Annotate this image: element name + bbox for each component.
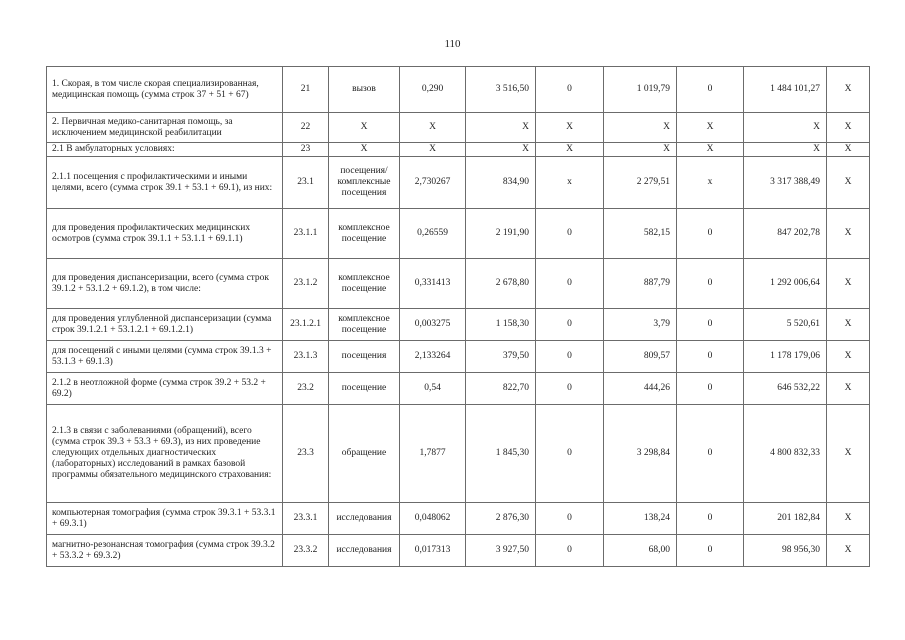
table-row [47, 259, 870, 309]
row-col9: 1 178 179,06 [744, 341, 827, 373]
row-line-number: 23.1.1 [283, 209, 329, 259]
row-col6: 0 [536, 405, 604, 503]
row-line-number: 23.2 [283, 373, 329, 405]
row-col9: 4 800 832,33 [744, 405, 827, 503]
row-col9: 98 956,30 [744, 535, 827, 567]
row-col9: X [744, 113, 827, 143]
row-line-number: 23.1.3 [283, 341, 329, 373]
row-norm: 1,7877 [400, 405, 466, 503]
row-unit: посещения [329, 341, 400, 373]
row-col6: 0 [536, 67, 604, 113]
row-col6: 0 [536, 341, 604, 373]
row-line-number: 23.1.2.1 [283, 309, 329, 341]
row-cost: X [466, 143, 536, 157]
row-cost: 3 927,50 [466, 535, 536, 567]
row-norm: 0,003275 [400, 309, 466, 341]
row-line-number: 23.1.2 [283, 259, 329, 309]
row-col7: X [604, 143, 677, 157]
row-col7: 3,79 [604, 309, 677, 341]
row-unit: вызов [329, 67, 400, 113]
row-col10: X [827, 143, 870, 157]
row-col7: 2 279,51 [604, 157, 677, 209]
table-row [47, 309, 870, 341]
row-norm: 0,26559 [400, 209, 466, 259]
row-col9: 3 317 388,49 [744, 157, 827, 209]
row-col8: 0 [677, 67, 744, 113]
row-line-number: 23 [283, 143, 329, 157]
page-number: 110 [444, 38, 461, 50]
row-name: 2.1 В амбулаторных условиях: [47, 143, 283, 157]
row-unit: исследования [329, 535, 400, 567]
row-name: для проведения углубленной диспансеризации (сумма строк 39.1.2.1 + 53.1.2.1 + 69.1.2.1) [47, 309, 283, 341]
row-col7: 582,15 [604, 209, 677, 259]
row-col8: 0 [677, 309, 744, 341]
row-col8: x [677, 157, 744, 209]
row-col9: 1 484 101,27 [744, 67, 827, 113]
row-col8: 0 [677, 259, 744, 309]
financing-table [46, 66, 870, 567]
row-col7: 444,26 [604, 373, 677, 405]
row-norm: X [400, 143, 466, 157]
row-name: компьютерная томография (сумма строк 39.3.1 + 53.3.1 + 69.3.1) [47, 503, 283, 535]
row-cost: 2 191,90 [466, 209, 536, 259]
row-unit: X [329, 113, 400, 143]
row-name: 1. Скорая, в том числе скорая специализированная, медицинская помощь (сумма строк 37 + 51 + 67) [47, 67, 283, 113]
row-line-number: 22 [283, 113, 329, 143]
row-col8: 0 [677, 209, 744, 259]
row-cost: 822,70 [466, 373, 536, 405]
row-cost: 834,90 [466, 157, 536, 209]
table-row [47, 405, 870, 503]
table-row [47, 67, 870, 113]
row-name: для посещений с иными целями (сумма строк 39.1.3 + 53.1.3 + 69.1.3) [47, 341, 283, 373]
row-col10: X [827, 113, 870, 143]
row-col10: X [827, 503, 870, 535]
row-col7: 138,24 [604, 503, 677, 535]
row-col9: 201 182,84 [744, 503, 827, 535]
table-row [47, 157, 870, 209]
row-cost: 3 516,50 [466, 67, 536, 113]
row-col9: 847 202,78 [744, 209, 827, 259]
table-row [47, 503, 870, 535]
row-norm: 2,133264 [400, 341, 466, 373]
row-name: 2. Первичная медико-санитарная помощь, за исключением медицинской реабилитации [47, 113, 283, 143]
row-col8: X [677, 113, 744, 143]
row-name: для проведения профилактических медицинских осмотров (сумма строк 39.1.1 + 53.1.1 + 69.1.1) [47, 209, 283, 259]
row-unit: посещения/комплексные посещения [329, 157, 400, 209]
row-line-number: 23.3.1 [283, 503, 329, 535]
row-col7: X [604, 113, 677, 143]
row-col8: X [677, 143, 744, 157]
row-col7: 887,79 [604, 259, 677, 309]
row-name: 2.1.3 в связи с заболеваниями (обращений), всего (сумма строк 39.3 + 53.3 + 69.3), из них проведение следующих отдельных диагностических (лабораторных) исследований в рамках базовой программы обязательного медицинского страхования: [47, 405, 283, 503]
row-cost: 1 158,30 [466, 309, 536, 341]
row-col6: 0 [536, 259, 604, 309]
row-col8: 0 [677, 405, 744, 503]
row-line-number: 23.3 [283, 405, 329, 503]
row-name: для проведения диспансеризации, всего (сумма строк 39.1.2 + 53.1.2 + 69.1.2), в том числе: [47, 259, 283, 309]
row-cost: 379,50 [466, 341, 536, 373]
row-unit: X [329, 143, 400, 157]
row-norm: X [400, 113, 466, 143]
row-unit: комплексное посещение [329, 209, 400, 259]
row-norm: 0,048062 [400, 503, 466, 535]
row-col9: 5 520,61 [744, 309, 827, 341]
table-row [47, 143, 870, 157]
row-col9: 1 292 006,64 [744, 259, 827, 309]
row-col6: 0 [536, 309, 604, 341]
row-col7: 68,00 [604, 535, 677, 567]
row-name: 2.1.2 в неотложной форме (сумма строк 39.2 + 53.2 + 69.2) [47, 373, 283, 405]
row-name: магнитно-резонансная томография (сумма строк 39.3.2 + 53.3.2 + 69.3.2) [47, 535, 283, 567]
table-row [47, 113, 870, 143]
row-col7: 1 019,79 [604, 67, 677, 113]
row-unit: посещение [329, 373, 400, 405]
row-col10: X [827, 209, 870, 259]
row-col6: 0 [536, 535, 604, 567]
table-row [47, 341, 870, 373]
row-col10: X [827, 157, 870, 209]
table-row [47, 209, 870, 259]
row-norm: 0,54 [400, 373, 466, 405]
row-cost: X [466, 113, 536, 143]
row-name: 2.1.1 посещения с профилактическими и иными целями, всего (сумма строк 39.1 + 53.1 + 69.1), из них: [47, 157, 283, 209]
row-col7: 3 298,84 [604, 405, 677, 503]
row-norm: 0,290 [400, 67, 466, 113]
row-cost: 2 876,30 [466, 503, 536, 535]
table-row [47, 535, 870, 567]
row-unit: комплексное посещение [329, 259, 400, 309]
row-norm: 0,017313 [400, 535, 466, 567]
row-col10: X [827, 341, 870, 373]
row-col6: x [536, 157, 604, 209]
row-cost: 2 678,80 [466, 259, 536, 309]
row-col6: X [536, 113, 604, 143]
row-col6: X [536, 143, 604, 157]
row-line-number: 23.1 [283, 157, 329, 209]
row-unit: исследования [329, 503, 400, 535]
row-col9: 646 532,22 [744, 373, 827, 405]
row-norm: 0,331413 [400, 259, 466, 309]
row-col10: X [827, 259, 870, 309]
row-col8: 0 [677, 373, 744, 405]
row-col10: X [827, 535, 870, 567]
row-norm: 2,730267 [400, 157, 466, 209]
row-col9: X [744, 143, 827, 157]
table-row [47, 373, 870, 405]
row-col8: 0 [677, 535, 744, 567]
row-line-number: 21 [283, 67, 329, 113]
row-col6: 0 [536, 373, 604, 405]
row-col10: X [827, 373, 870, 405]
row-line-number: 23.3.2 [283, 535, 329, 567]
row-unit: комплексное посещение [329, 309, 400, 341]
row-unit: обращение [329, 405, 400, 503]
row-col10: X [827, 309, 870, 341]
row-col8: 0 [677, 341, 744, 373]
row-cost: 1 845,30 [466, 405, 536, 503]
row-col6: 0 [536, 503, 604, 535]
row-col6: 0 [536, 209, 604, 259]
row-col7: 809,57 [604, 341, 677, 373]
row-col10: X [827, 67, 870, 113]
row-col10: X [827, 405, 870, 503]
row-col8: 0 [677, 503, 744, 535]
